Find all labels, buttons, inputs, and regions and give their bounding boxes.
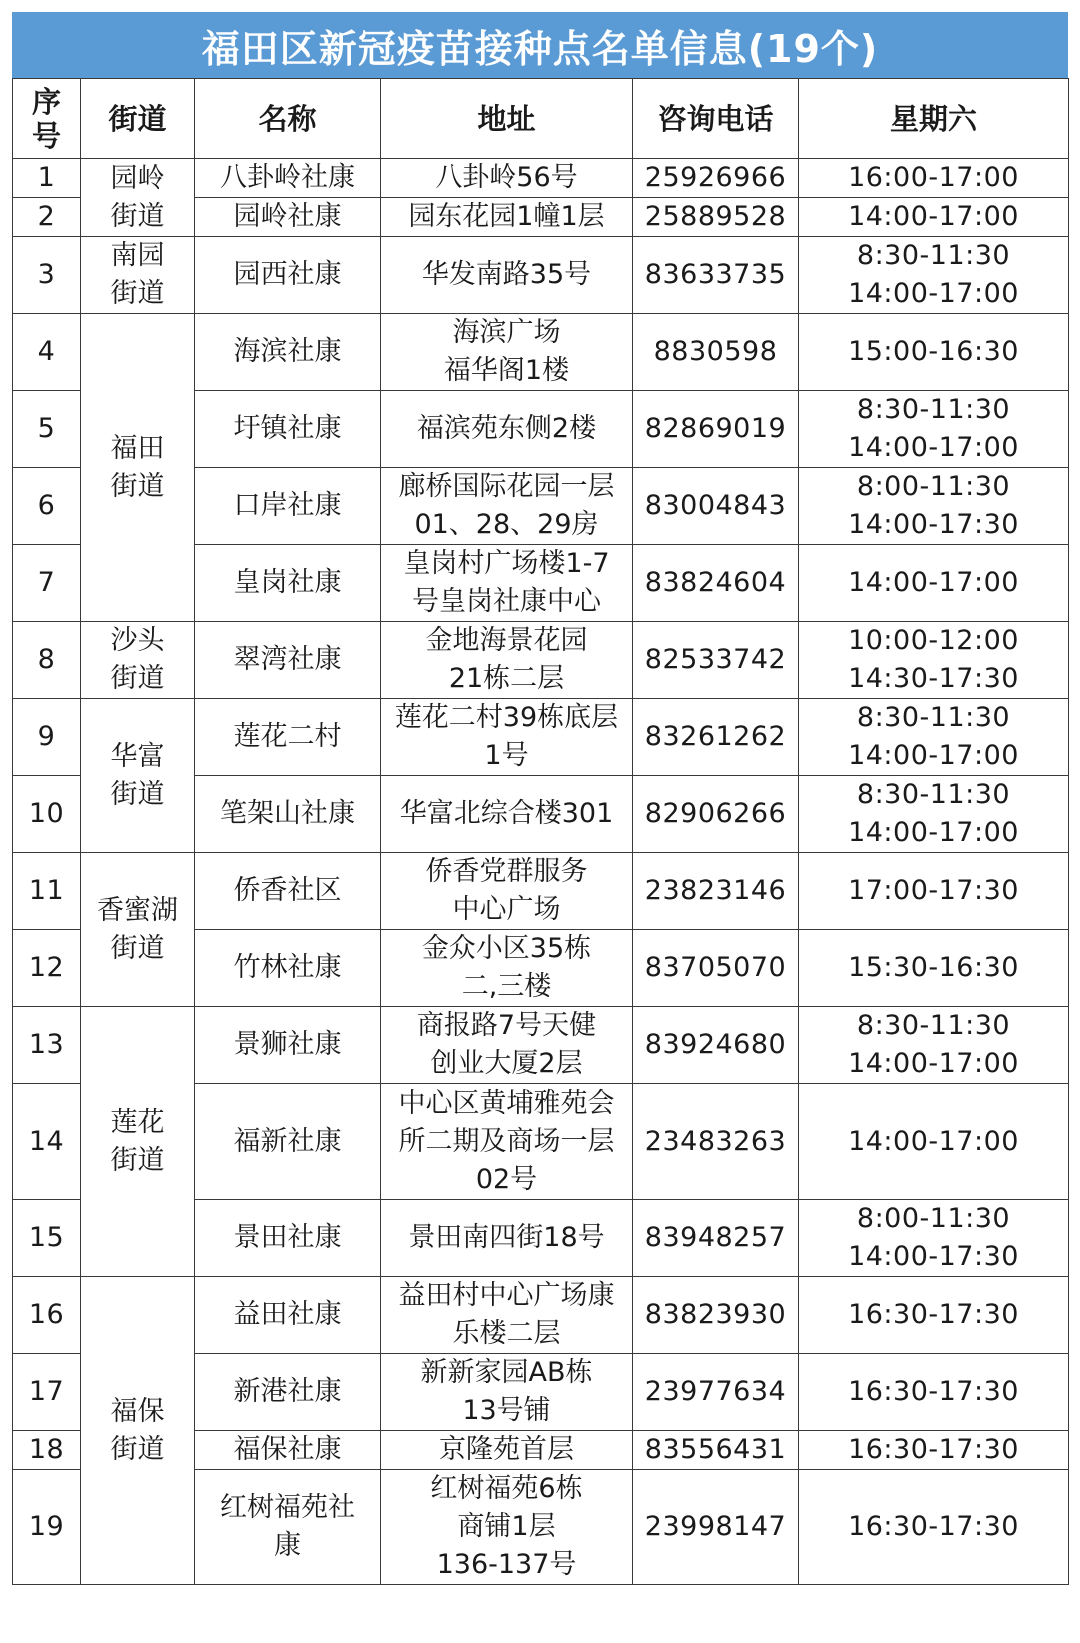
cell-address-line: 21栋二层 — [448, 663, 565, 694]
cell-address-line: 红树福苑6栋 — [430, 1473, 583, 1504]
table-body — [13, 159, 1069, 1585]
cell-address-line: 01、28、29房 — [414, 509, 599, 540]
cell-address-line: 创业大厦2层 — [430, 1048, 583, 1079]
cell-hours — [799, 391, 1069, 468]
cell-name: 益田社康 — [195, 1277, 381, 1354]
cell-address — [381, 545, 633, 622]
cell-hours-line: 14:00-17:00 — [848, 432, 1019, 463]
cell-no: 12 — [13, 930, 81, 1007]
cell-address — [381, 776, 633, 853]
cell-hours-line: 8:30-11:30 — [856, 394, 1011, 425]
cell-address-line: 福华阁1楼 — [443, 355, 570, 386]
cell-hours-line: 14:00-17:00 — [848, 278, 1019, 309]
cell-address-line: 所二期及商场一层 — [398, 1125, 615, 1157]
cell-hours-line: 14:00-17:30 — [848, 509, 1019, 540]
cell-name: 福新社康 — [195, 1084, 381, 1200]
cell-name: 新港社康 — [195, 1354, 381, 1431]
cell-street — [81, 1007, 195, 1277]
cell-hours-line: 14:00-17:00 — [848, 817, 1019, 848]
cell-name: 园岭社康 — [195, 198, 381, 237]
cell-address-line: 金众小区35栋 — [421, 933, 592, 964]
cell-street-line: 南园 — [110, 240, 165, 271]
cell-no: 13 — [13, 1007, 81, 1084]
cell-hours-line: 8:30-11:30 — [856, 240, 1011, 271]
cell-address — [381, 853, 633, 930]
cell-hours-line: 16:30-17:30 — [848, 1299, 1019, 1330]
cell-phone: 23998147 — [633, 1470, 799, 1585]
cell-hours-line: 8:00-11:30 — [856, 471, 1011, 502]
table-row — [13, 1277, 1069, 1354]
cell-street-line: 街道 — [110, 470, 165, 502]
cell-name: 八卦岭社康 — [195, 159, 381, 198]
cell-hours-line: 14:00-17:00 — [848, 201, 1019, 232]
cell-no: 5 — [13, 391, 81, 468]
cell-no: 9 — [13, 699, 81, 776]
cell-address — [381, 1431, 633, 1470]
header-phone: 咨询电话 — [633, 79, 799, 159]
cell-hours-line: 16:30-17:30 — [848, 1434, 1019, 1465]
cell-hours — [799, 1007, 1069, 1084]
cell-hours — [799, 853, 1069, 930]
cell-address — [381, 314, 633, 391]
cell-hours — [799, 314, 1069, 391]
cell-no: 15 — [13, 1200, 81, 1277]
cell-phone: 83705070 — [633, 930, 799, 1007]
cell-address-line: 八卦岭56号 — [435, 162, 578, 193]
cell-address-line: 海滨广场 — [452, 317, 561, 348]
table-row — [13, 314, 1069, 391]
cell-hours-line: 14:00-17:30 — [848, 1241, 1019, 1272]
cell-address — [381, 198, 633, 237]
cell-address-line: 华富北综合楼301 — [399, 798, 614, 829]
cell-address — [381, 391, 633, 468]
cell-street-line: 街道 — [110, 778, 165, 810]
cell-name: 景田社康 — [195, 1200, 381, 1277]
cell-name: 海滨社康 — [195, 314, 381, 391]
cell-hours — [799, 237, 1069, 314]
cell-phone: 23823146 — [633, 853, 799, 930]
cell-address-line: 皇岗村广场楼1-7 — [403, 548, 610, 579]
cell-phone: 82869019 — [633, 391, 799, 468]
cell-street — [81, 622, 195, 699]
cell-address-line: 金地海景花园 — [425, 625, 588, 656]
cell-address-line: 园东花园1幢1层 — [408, 201, 605, 232]
cell-phone: 8830598 — [633, 314, 799, 391]
cell-phone: 83948257 — [633, 1200, 799, 1277]
cell-hours — [799, 1200, 1069, 1277]
cell-address-line: 13号铺 — [462, 1395, 551, 1426]
cell-no: 11 — [13, 853, 81, 930]
header-no — [13, 79, 81, 159]
cell-no: 2 — [13, 198, 81, 237]
vaccination-sites-table — [12, 78, 1069, 1585]
cell-no: 3 — [13, 237, 81, 314]
cell-street-line: 街道 — [110, 663, 165, 694]
cell-street — [81, 314, 195, 622]
cell-hours — [799, 1354, 1069, 1431]
cell-no: 10 — [13, 776, 81, 853]
cell-phone: 83261262 — [633, 699, 799, 776]
cell-hours-line: 14:00-17:00 — [848, 1125, 1019, 1157]
cell-street-line: 街道 — [110, 932, 165, 964]
cell-address — [381, 699, 633, 776]
cell-name: 福保社康 — [195, 1431, 381, 1470]
cell-name: 园西社康 — [195, 237, 381, 314]
cell-phone: 25926966 — [633, 159, 799, 198]
cell-no: 6 — [13, 468, 81, 545]
table-header-row — [13, 79, 1069, 159]
table-row — [13, 853, 1069, 930]
cell-name: 圩镇社康 — [195, 391, 381, 468]
cell-street-line: 街道 — [110, 1433, 165, 1465]
header-name: 名称 — [195, 79, 381, 159]
cell-phone: 83823930 — [633, 1277, 799, 1354]
cell-address-line: 福滨苑东侧2楼 — [416, 413, 597, 444]
cell-address-line: 商报路7号天健 — [416, 1010, 597, 1041]
cell-hours — [799, 622, 1069, 699]
cell-hours — [799, 1431, 1069, 1470]
cell-hours-line: 8:30-11:30 — [856, 1010, 1011, 1041]
cell-hours — [799, 468, 1069, 545]
cell-address-line: 中心广场 — [452, 894, 561, 925]
cell-address-line: 1号 — [484, 740, 529, 771]
cell-street — [81, 159, 195, 237]
header-no-text: 序 号 — [31, 84, 61, 153]
cell-hours-line: 14:00-17:00 — [848, 1048, 1019, 1079]
cell-address-line: 莲花二村39栋底层 — [394, 702, 619, 733]
cell-hours — [799, 545, 1069, 622]
cell-address-line: 景田南四街18号 — [408, 1222, 605, 1253]
cell-address-line: 侨香党群服务 — [425, 856, 588, 887]
cell-street-line: 街道 — [110, 1144, 165, 1176]
cell-no: 4 — [13, 314, 81, 391]
cell-address-line: 02号 — [475, 1163, 538, 1195]
cell-hours — [799, 1470, 1069, 1585]
cell-no: 18 — [13, 1431, 81, 1470]
cell-street-line: 街道 — [110, 200, 165, 232]
cell-hours — [799, 1084, 1069, 1200]
cell-street-line: 街道 — [110, 278, 165, 309]
table-row — [13, 1007, 1069, 1084]
cell-address — [381, 1470, 633, 1585]
cell-street-line: 香蜜湖 — [97, 894, 178, 926]
cell-phone: 82906266 — [633, 776, 799, 853]
cell-hours-line: 14:30-17:30 — [848, 663, 1019, 694]
header-saturday: 星期六 — [799, 79, 1069, 159]
cell-no: 1 — [13, 159, 81, 198]
cell-hours-line: 10:00-12:00 — [848, 625, 1019, 656]
table-row — [13, 622, 1069, 699]
cell-phone: 83924680 — [633, 1007, 799, 1084]
cell-name: 竹林社康 — [195, 930, 381, 1007]
header-address: 地址 — [381, 79, 633, 159]
cell-name: 皇岗社康 — [195, 545, 381, 622]
cell-street — [81, 237, 195, 314]
cell-hours-line: 8:30-11:30 — [856, 779, 1011, 810]
cell-street — [81, 853, 195, 1007]
page-title: 福田区新冠疫苗接种点名单信息(19个) — [12, 12, 1068, 78]
cell-hours-line: 15:00-16:30 — [848, 336, 1019, 367]
table-row — [13, 699, 1069, 776]
document — [12, 12, 1068, 1585]
cell-hours — [799, 699, 1069, 776]
cell-name: 莲花二村 — [195, 699, 381, 776]
cell-address — [381, 622, 633, 699]
cell-street — [81, 699, 195, 853]
cell-name: 侨香社区 — [195, 853, 381, 930]
cell-phone: 83004843 — [633, 468, 799, 545]
cell-phone: 82533742 — [633, 622, 799, 699]
cell-no: 8 — [13, 622, 81, 699]
cell-address — [381, 1007, 633, 1084]
cell-address — [381, 468, 633, 545]
cell-hours-line: 17:00-17:30 — [848, 875, 1019, 906]
cell-street-line: 园岭 — [110, 162, 165, 194]
cell-street-line: 福保 — [110, 1395, 165, 1427]
cell-address-line: 廊桥国际花园一层 — [398, 471, 615, 502]
cell-hours-line: 14:00-17:00 — [848, 740, 1019, 771]
cell-address — [381, 1354, 633, 1431]
cell-address-line: 益田村中心广场康 — [398, 1280, 615, 1311]
cell-phone: 83556431 — [633, 1431, 799, 1470]
cell-name: 景狮社康 — [195, 1007, 381, 1084]
cell-name: 翠湾社康 — [195, 622, 381, 699]
cell-hours — [799, 930, 1069, 1007]
cell-hours-line: 16:00-17:00 — [848, 162, 1019, 193]
cell-address-line: 华发南路35号 — [421, 259, 592, 290]
cell-address-line: 136-137号 — [436, 1549, 577, 1580]
cell-no: 17 — [13, 1354, 81, 1431]
cell-address — [381, 237, 633, 314]
cell-phone: 25889528 — [633, 198, 799, 237]
header-street: 街道 — [81, 79, 195, 159]
cell-hours-line: 8:00-11:30 — [856, 1203, 1011, 1234]
cell-address — [381, 1084, 633, 1200]
cell-no: 16 — [13, 1277, 81, 1354]
cell-name: 笔架山社康 — [195, 776, 381, 853]
table-row — [13, 159, 1069, 198]
cell-hours-line: 16:30-17:30 — [848, 1376, 1019, 1407]
cell-street-line: 莲花 — [110, 1106, 165, 1138]
cell-phone: 83824604 — [633, 545, 799, 622]
cell-hours-line: 16:30-17:30 — [848, 1511, 1019, 1542]
cell-name: 口岸社康 — [195, 468, 381, 545]
cell-street-line: 沙头 — [110, 625, 165, 656]
cell-hours-line: 15:30-16:30 — [848, 952, 1019, 983]
cell-street — [81, 1277, 195, 1585]
table-row — [13, 237, 1069, 314]
cell-street-line: 华富 — [110, 740, 165, 772]
cell-hours — [799, 776, 1069, 853]
cell-address — [381, 1277, 633, 1354]
cell-hours — [799, 198, 1069, 237]
cell-hours-line: 14:00-17:00 — [848, 567, 1019, 598]
cell-address-line: 号皇岗社康中心 — [412, 586, 601, 617]
cell-no: 14 — [13, 1084, 81, 1200]
cell-address-line: 中心区黄埔雅苑会 — [398, 1087, 615, 1119]
cell-address-line: 新新家园AB栋 — [420, 1357, 593, 1388]
cell-hours — [799, 159, 1069, 198]
cell-hours-line: 8:30-11:30 — [856, 702, 1011, 733]
cell-no: 19 — [13, 1470, 81, 1585]
cell-no: 7 — [13, 545, 81, 622]
cell-phone: 83633735 — [633, 237, 799, 314]
cell-name: 红树福苑社康 — [195, 1470, 381, 1585]
cell-street-line: 福田 — [110, 432, 165, 464]
cell-address — [381, 930, 633, 1007]
cell-hours — [799, 1277, 1069, 1354]
cell-address-line: 乐楼二层 — [452, 1318, 561, 1349]
cell-address — [381, 159, 633, 198]
cell-phone: 23977634 — [633, 1354, 799, 1431]
cell-address-line: 京隆苑首层 — [439, 1434, 574, 1465]
cell-address-line: 商铺1层 — [457, 1511, 556, 1542]
cell-address-line: 二,三楼 — [461, 971, 552, 1002]
cell-address — [381, 1200, 633, 1277]
cell-phone: 23483263 — [633, 1084, 799, 1200]
